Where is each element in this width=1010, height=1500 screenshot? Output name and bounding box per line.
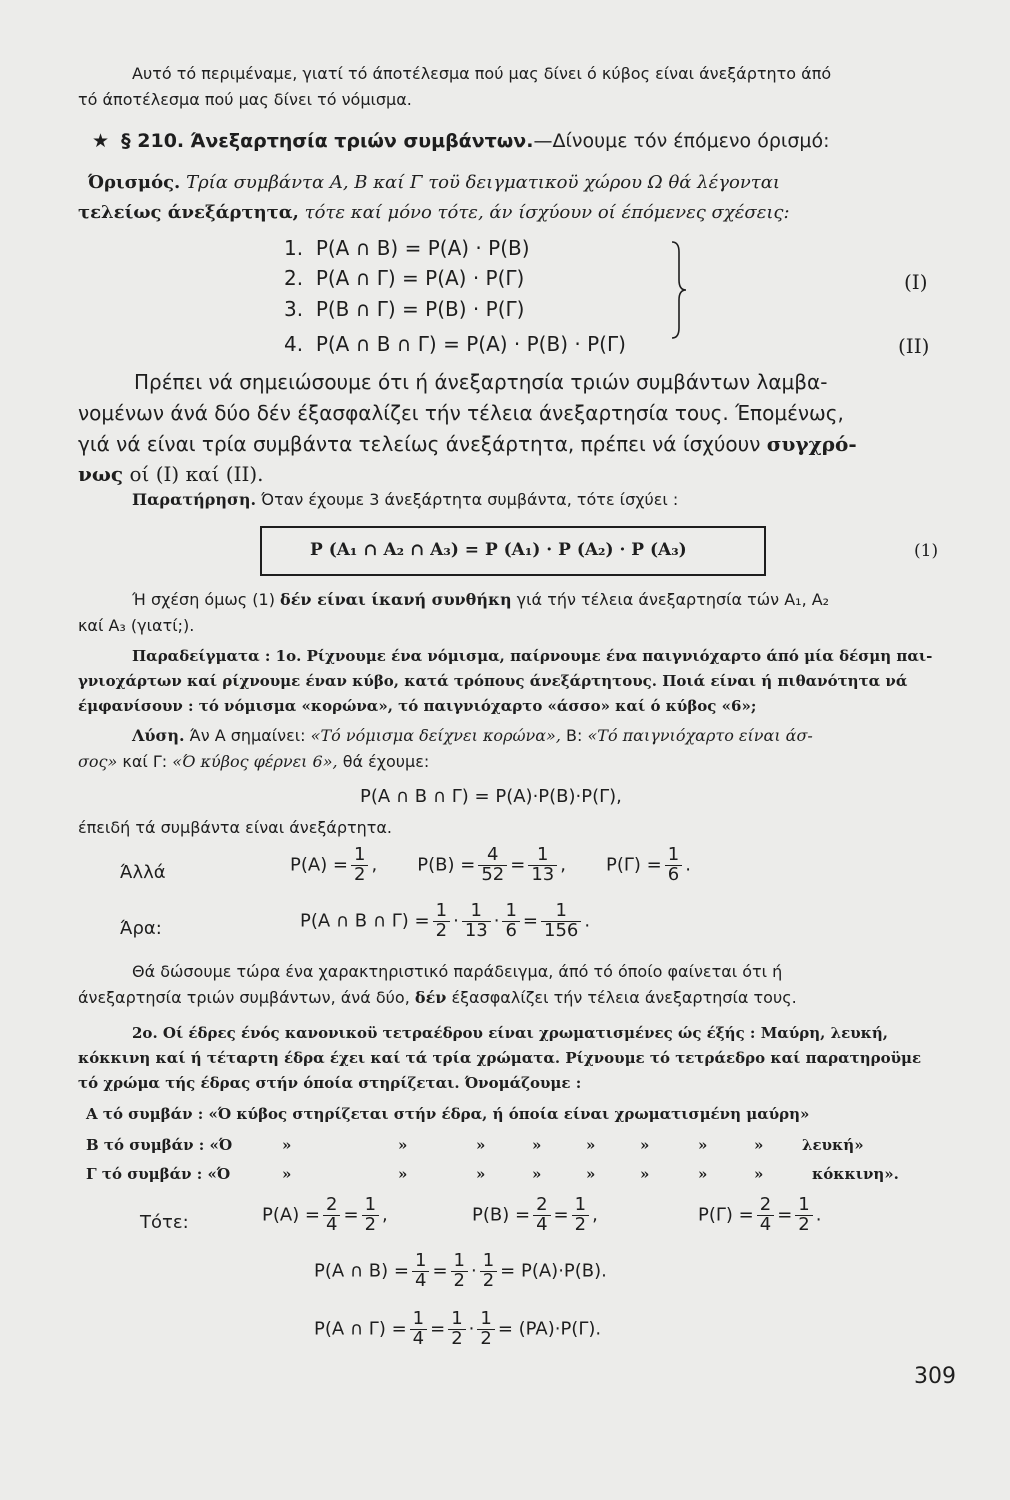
fraction: $\frac{2}{4}$ bbox=[323, 1196, 340, 1235]
remark-line: Παρατήρηση. Όταν έχουμε 3 άνεξάρτητα συμβάντα, τότε ίσχύει : bbox=[132, 490, 679, 509]
para1-line-3: γιά νά είναι τρία συμβάντα τελείως άνεξάρτητα, πρέπει νά ίσχύουν συγχρό- bbox=[78, 432, 857, 456]
solution-line-3: έπειδή τά συμβάντα είναι άνεξάρτητα. bbox=[78, 818, 393, 837]
solution-line-1: Λύση. Άν Α σημαίνει: «Τό νόμισμα δείχνει κορώνα», Β: «Τό παιγνιόχαρτο είναι άσ- bbox=[132, 726, 813, 745]
pag-equation: P(A ∩ Γ) = $\frac{1}{4}$ = $\frac{1}{2}$ · $\frac{1}{2}$ = (PA)·P(Γ). bbox=[314, 1308, 602, 1349]
example2-line-3: τό χρώμα τής έδρας στήν όποία στηρίζεται. Όνομάζουμε : bbox=[78, 1074, 582, 1092]
event-g-label: Γ τό συμβάν : «Ό bbox=[86, 1165, 231, 1183]
tote-pg: P(Γ) = $\frac{2}{4}$ = $\frac{1}{2}$ . bbox=[698, 1194, 822, 1235]
definition-label: Όρισμός. bbox=[88, 172, 181, 193]
ara-label: Άρα: bbox=[120, 918, 162, 939]
tote-pb: P(B) = $\frac{2}{4}$ = $\frac{1}{2}$ , bbox=[472, 1194, 598, 1235]
para2-line-1: Θά δώσουμε τώρα ένα χαρακτηριστικό παράδειγμα, άπό τό όποίο φαίνεται ότι ή bbox=[132, 962, 783, 981]
fraction: $\frac{1}{6}$ bbox=[665, 846, 682, 885]
alla-label: Άλλά bbox=[120, 862, 166, 883]
ara-equation: P(A ∩ B ∩ Γ) = $\frac{1}{2}$ · $\frac{1}{13}$ · $\frac{1}{6}$ = $\frac{1}{156}$ . bbox=[300, 900, 591, 941]
condition-1: 1. P(A ∩ B) = P(A) · P(B) bbox=[284, 236, 530, 260]
fraction: $\frac{1}{6}$ bbox=[502, 902, 519, 941]
fraction: $\frac{1}{13}$ bbox=[462, 902, 491, 941]
para1-line-1: Πρέπει νά σημειώσουμε ότι ή άνεξαρτησία τριών συμβάντων λαμβα- bbox=[134, 370, 828, 394]
intro-line-2: τό άποτέλεσμα πού μας δίνει τό νόμισμα. bbox=[78, 90, 412, 109]
examples-label: Παραδείγματα : 1ο. bbox=[132, 647, 302, 665]
fraction: $\frac{1}{2}$ bbox=[572, 1196, 589, 1235]
formula-number: (1) bbox=[914, 541, 939, 561]
para1-line-4: νως οί (I) καί (II). bbox=[78, 462, 264, 486]
boxed-formula: P (A₁ ∩ A₂ ∩ A₃) = P (A₁) · P (A₂) · P (A₃) bbox=[310, 540, 687, 560]
fraction: $\frac{1}{2}$ bbox=[433, 902, 450, 941]
definition-line-2: τελείως άνεξάρτητα, τότε καί μόνο τότε, άν ίσχύουν οί έπόμενες σχέσεις: bbox=[78, 202, 790, 223]
remark-after-2: καί A₃ (γιατί;). bbox=[78, 616, 195, 635]
fraction: $\frac{1}{13}$ bbox=[528, 846, 557, 885]
fraction: $\frac{2}{4}$ bbox=[757, 1196, 774, 1235]
star-icon: ★ bbox=[92, 130, 110, 152]
fraction: $\frac{1}{4}$ bbox=[412, 1252, 429, 1291]
fraction: $\frac{1}{4}$ bbox=[410, 1310, 427, 1349]
fraction: $\frac{1}{2}$ bbox=[477, 1310, 494, 1349]
group-label-1: (I) bbox=[904, 270, 928, 294]
event-a: Α τό συμβάν : «Ό κύβος στηρίζεται στήν έδρα, ή όποία είναι χρωματισμένη μαύρη» bbox=[86, 1105, 810, 1123]
condition-4: 4. P(A ∩ B ∩ Γ) = P(A) · P(B) · P(Γ) bbox=[284, 332, 626, 356]
section-title: Άνεξαρτησία τριών συμβάντων. bbox=[190, 130, 534, 152]
fraction: $\frac{1}{156}$ bbox=[541, 902, 581, 941]
intro-line-1: Αυτό τό περιμέναμε, γιατί τό άποτέλεσμα πού μας δίνει ό κύβος είναι άνεξάρτητο άπό bbox=[132, 64, 832, 83]
fraction: $\frac{1}{2}$ bbox=[795, 1196, 812, 1235]
fraction: $\frac{1}{2}$ bbox=[451, 1252, 468, 1291]
pab-equation: P(A ∩ B) = $\frac{1}{4}$ = $\frac{1}{2}$ · $\frac{1}{2}$ = P(A)·P(B). bbox=[314, 1250, 607, 1291]
solution-line-2: σος» καί Γ: «Ό κύβος φέρνει 6», θά έχουμε: bbox=[78, 752, 430, 771]
solution-label: Λύση. bbox=[132, 726, 185, 745]
group-label-2: (II) bbox=[898, 334, 930, 358]
example2-line-2: κόκκινη καί ή τέταρτη έδρα έχει καί τά τρία χρώματα. Ρίχνουμε τό τετράεδρο καί παρατηροϋμε bbox=[78, 1049, 922, 1067]
alla-equations: P(A) = $\frac{1}{2}$ , P(B) = $\frac{4}{52}$ = $\frac{1}{13}$ , P(Γ) = $\frac{1}{6}$ . bbox=[290, 844, 691, 885]
fraction: $\frac{1}{2}$ bbox=[448, 1310, 465, 1349]
right-brace bbox=[670, 240, 688, 340]
para1-line-2: νομένων άνά δύο δέν έξασφαλίζει τήν τέλεια άνεξαρτησία τους. Έπομένως, bbox=[78, 401, 844, 425]
example1-line-2: γνιοχάρτων καί ρίχνουμε έναν κύβο, κατά τρόπους άνεξάρτητους. Ποιά είναι ή πιθανότητα νά bbox=[78, 672, 908, 690]
condition-2: 2. P(A ∩ Γ) = P(A) · P(Γ) bbox=[284, 266, 525, 290]
example2-line-1: 2ο. Οί έδρες ένός κανονικοϋ τετραέδρου είναι χρωματισμένες ώς έξής : Μαύρη, λευκή, bbox=[132, 1024, 888, 1042]
remark-after-1: Ή σχέση όμως (1) δέν είναι ίκανή συνθήκη γιά τήν τέλεια άνεξαρτησία τών A₁, A₂ bbox=[132, 590, 830, 609]
page-number: 309 bbox=[914, 1364, 956, 1389]
example1-line-1: Παραδείγματα : 1ο. Ρίχνουμε ένα νόμισμα, παίρνουμε ένα παιγνιόχαρτο άπό μία δέσμη παι- bbox=[132, 647, 933, 665]
fraction: $\frac{1}{2}$ bbox=[362, 1196, 379, 1235]
condition-3: 3. P(B ∩ Γ) = P(B) · P(Γ) bbox=[284, 297, 525, 321]
fraction: $\frac{1}{2}$ bbox=[351, 846, 368, 885]
section-heading bbox=[92, 130, 829, 152]
section-number: § 210. bbox=[121, 130, 185, 152]
remark-label: Παρατήρηση. bbox=[132, 490, 257, 509]
para2-line-2: άνεξαρτησία τριών συμβάντων, άνά δύο, δέν έξασφαλίζει τήν τέλεια άνεξαρτησία τους. bbox=[78, 988, 797, 1007]
fraction: $\frac{1}{2}$ bbox=[480, 1252, 497, 1291]
fraction: $\frac{4}{52}$ bbox=[478, 846, 507, 885]
example1-line-3: έμφανίσουν : τό νόμισμα «κορώνα», τό παιγνιόχαρτο «άσσο» καί ό κύβος «6»; bbox=[78, 697, 757, 715]
tote-pa: P(A) = $\frac{2}{4}$ = $\frac{1}{2}$ , bbox=[262, 1194, 388, 1235]
section-rest: —Δίνουμε τόν έπόμενο όρισμό: bbox=[533, 130, 830, 152]
definition-line-1: Όρισμός. Τρία συμβάντα Α, Β καί Γ τοϋ δειγματικοϋ χώρου Ω θά λέγονται bbox=[88, 172, 780, 193]
solution-equation: P(A ∩ B ∩ Γ) = P(A)·P(B)·P(Γ), bbox=[360, 786, 622, 807]
tote-label: Τότε: bbox=[140, 1212, 189, 1233]
event-b-label: Β τό συμβάν : «Ό bbox=[86, 1136, 233, 1154]
fraction: $\frac{2}{4}$ bbox=[533, 1196, 550, 1235]
